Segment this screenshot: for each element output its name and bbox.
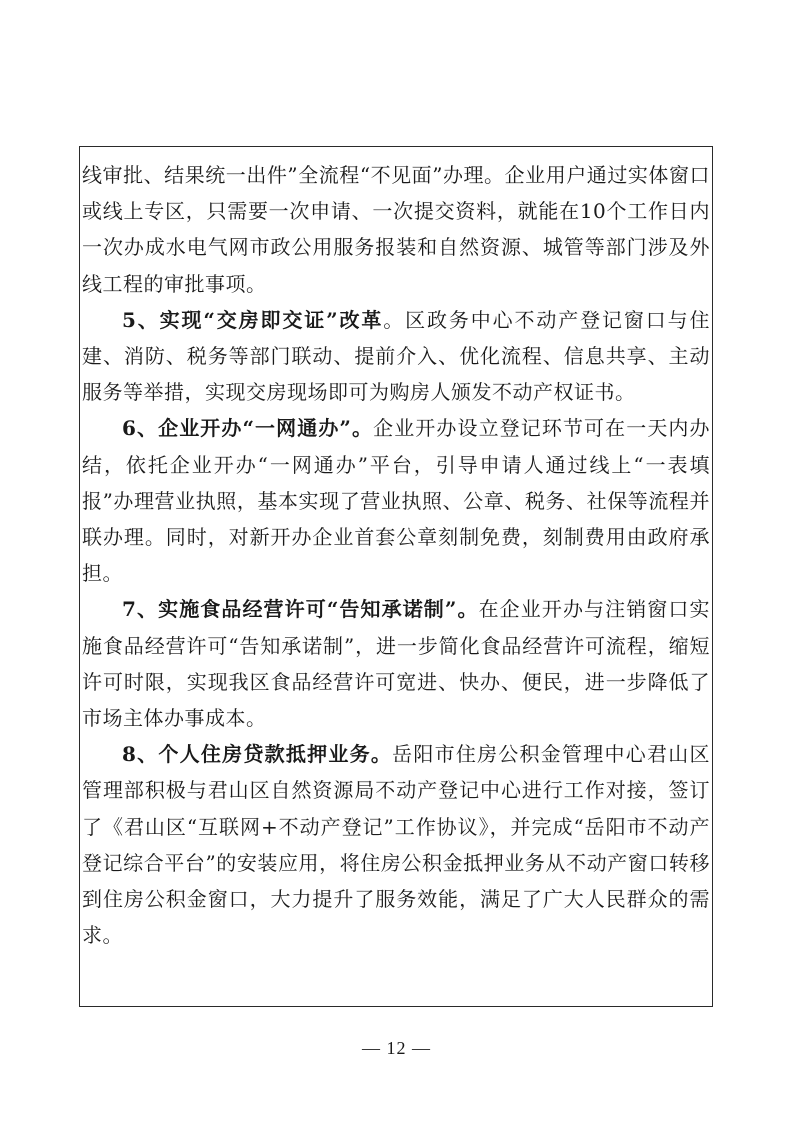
document-body [82,157,710,953]
paragraph-item-7 [82,591,710,736]
item-heading: 7、实施食品经营许可“告知承诺制”。 [122,597,479,622]
item-heading: 6、企业开办“一网通办”。 [122,416,374,441]
paragraph-text: 岳阳市住房公积金管理中心君山区管理部积极与君山区自然资源局不动产登记中心进行工作对接，签订了《君山区“互联网+不动产登记”工作协议》，并完成“岳阳市不动产登记综合平台”的安装应用，将住房公积金抵押业务从不动产窗口转移到住房公积金窗口，大力提升了服务效能，满足了广大人民群众的需求。 [82,742,711,948]
paragraph-continuation [82,157,710,302]
item-heading: 8、个人住房贷款抵押业务。 [122,742,393,767]
paragraph-item-5 [82,302,710,411]
page-number: — 12 — [362,1038,431,1058]
paragraph-item-6 [82,410,710,591]
paragraph-text: 企业开办设立登记环节可在一天内办结，依托企业开办“一网通办”平台，引导申请人通过线上“一表填报”办理营业执照，基本实现了营业执照、公章、税务、社保等流程并联办理。同时，对新开办企业首套公章刻制免费，刻制费用由政府承担。 [82,416,710,586]
paragraph-text: 在企业开办与注销窗口实施食品经营许可“告知承诺制”，进一步简化食品经营许可流程，缩短许可时限，实现我区食品经营许可宽进、快办、便民，进一步降低了市场主体办事成本。 [82,597,710,731]
item-heading: 5、实现“交房即交证”改革 [122,307,384,332]
paragraph-text: 线审批、结果统一出件”全流程“不见面”办理。企业用户通过实体窗口或线上专区，只需要一次申请、一次提交资料，就能在10个工作日内一次办成水电气网市政公用服务报装和自然资源、城管等部门涉及外线工程的审批事项。 [82,163,710,296]
paragraph-item-8 [82,736,710,953]
paragraph-text: 。区政务中心不动产登记窗口与住建、消防、税务等部门联动、提前介入、优化流程、信息共享、主动服务等举措，实现交房现场即可为购房人颁发不动产权证书。 [82,307,710,405]
